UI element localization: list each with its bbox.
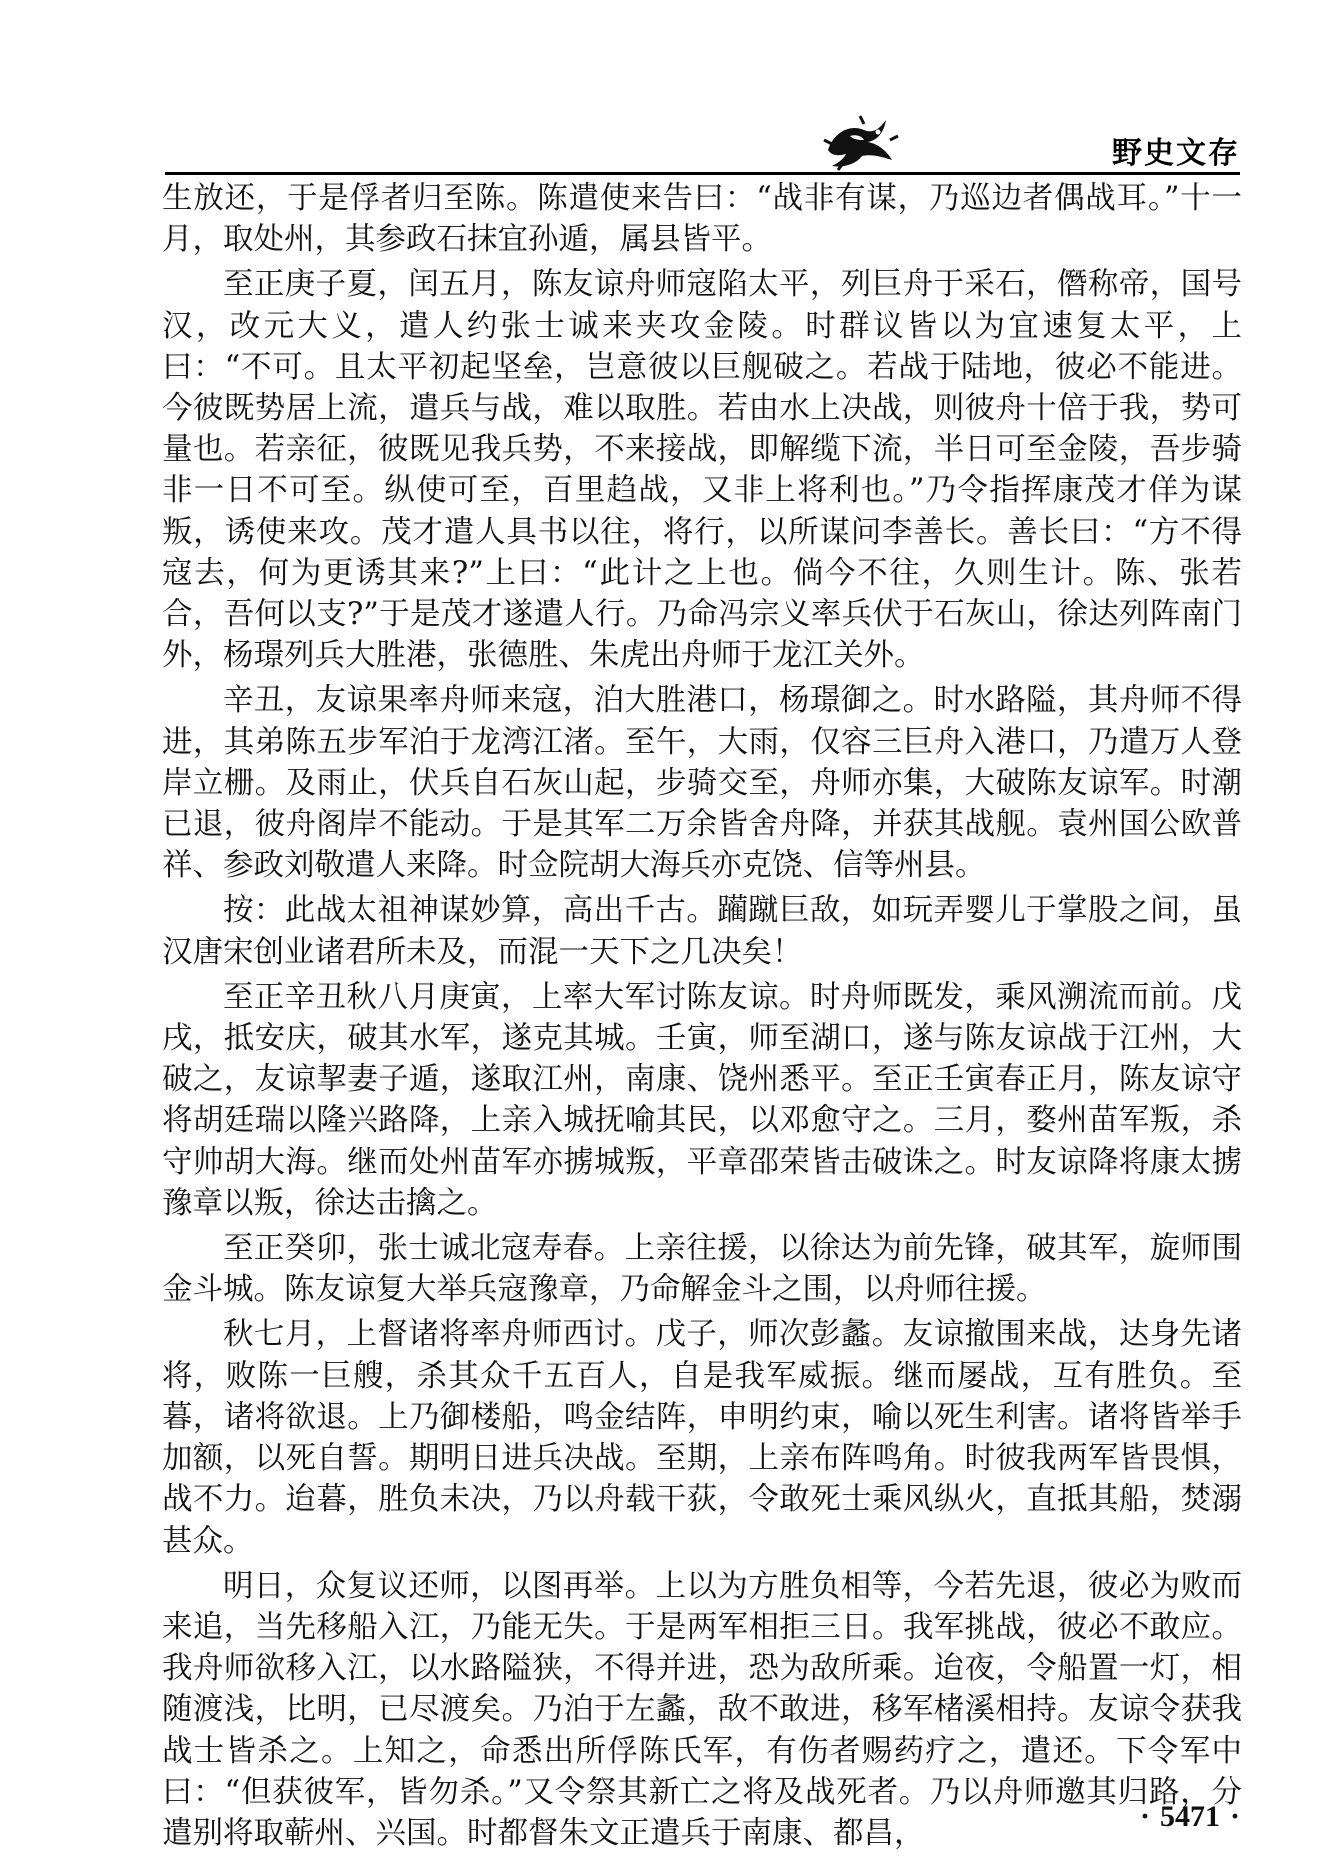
page-number — [1130, 1800, 1250, 1834]
dragon-emblem-icon — [820, 110, 900, 172]
body-text — [162, 178, 1242, 1858]
paragraph: 秋七月，上督诸将率舟师西讨。戊子，师次彭蠡。友谅撤围来战，达身先诸将，败陈一巨艘，杀其众千五百人，自是我军威振。继而屡战，互有胜负。至暮，诸将欲退。上乃御楼船，鸣金结阵，申明约束，喻以死生利害。诸将皆举手加额，以死自誓。期明日进兵决战。至期，上亲布阵鸣角。时彼我两军皆畏惧，战不力。迨暮，胜负未决，乃以舟载干荻，令敢死士乘风纵火，直抵其船，焚溺甚众。 — [162, 1317, 1242, 1559]
paragraph: 明日，众复议还师，以图再举。上以为方胜负相等，今若先退，彼必为败而来追，当先移船入江，乃能无失。于是两军相拒三日。我军挑战，彼必不敢应。我舟师欲移入江，以水路隘狭，不得并进，恐为敌所乘。迨夜，令船置一灯，相随渡浅，比明，已尽渡矣。乃泊于左蠡，敌不敢进，移军楮溪相持。友谅令获我战士皆杀之。上知之，命悉出所俘陈氏军，有伤者赐药疗之，遣还。下令军中曰：“但获彼军，皆勿杀。”又令祭其新亡之将及战死者。乃以舟师邀其归路，分遣别将取蕲州、兴国。时都督朱文正遣兵于南康、都昌， — [162, 1568, 1242, 1851]
paragraph: 辛丑，友谅果率舟师来寇，泊大胜港口，杨璟御之。时水路隘，其舟师不得进，其弟陈五步军泊于龙湾江渚。至午，大雨，仅容三巨舟入港口，乃遣万人登岸立栅。及雨止，伏兵自石灰山起，步骑交至，舟师亦集，大破陈友谅军。时潮已退，彼舟阁岸不能动。于是其军二万余皆舍舟降，并获其战舰。袁州国公欧普祥、参政刘敬遣人来降。时佥院胡大海兵亦克饶、信等州县。 — [162, 683, 1242, 884]
folio-dot-left: · — [1139, 1800, 1150, 1833]
paragraph: 按：此战太祖神谋妙算，高出千古。躏蹴巨敌，如玩弄婴儿于掌股之间，虽汉唐宋创业诸君所未及，而混一天下之几决矣！ — [162, 893, 1242, 970]
header-rule — [165, 172, 1240, 175]
paragraph: 至正癸卯，张士诚北寇寿春。上亲往援，以徐达为前先锋，破其军，旋师围金斗城。陈友谅复大举兵寇豫章，乃命解金斗之围，以舟师往援。 — [162, 1231, 1242, 1308]
paragraph: 至正辛丑秋八月庚寅，上率大军讨陈友谅。时舟师既发，乘风溯流而前。戊戌，抵安庆，破其水军，遂克其城。壬寅，师至湖口，遂与陈友谅战于江州，大破之，友谅挈妻子遁，遂取江州，南康、饶州悉平。至正壬寅春正月，陈友谅守将胡廷瑞以隆兴路降，上亲入城抚喻其民，以邓愈守之。三月，婺州苗军叛，杀守帅胡大海。继而处州苗军亦掳城叛，平章邵荣皆击破诛之。时友谅降将康太掳豫章以叛，徐达击擒之。 — [162, 979, 1242, 1221]
folio-dot-right: · — [1229, 1800, 1240, 1833]
page-number-value: 5471 — [1159, 1800, 1220, 1833]
paragraph: 生放还，于是俘者归至陈。陈遣使来告曰：“战非有谋，乃巡边者偶战耳。”十一月，取处州，其参政石抹宜孙遁，属县皆平。 — [162, 181, 1242, 258]
series-title: 野史文存 — [1112, 136, 1240, 171]
paragraph: 至正庚子夏，闰五月，陈友谅舟师寇陷太平，列巨舟于采石，僭称帝，国号汉，改元大义，遣人约张士诚来夹攻金陵。时群议皆以为宜速复太平，上曰：“不可。且太平初起坚垒，岂意彼以巨舰破之。若战于陆地，彼必不能进。今彼既势居上流，遣兵与战，难以取胜。若由水上决战，则彼舟十倍于我，势可量也。若亲征，彼既见我兵势，不来接战，即解缆下流，半日可至金陵，吾步骑非一日不可至。纵使可至，百里趋战，又非上将利也。”乃令指挥康茂才佯为谋叛，诱使来攻。茂才遣人具书以往，将行，以所谋问李善长。善长曰：“方不得寇去，何为更诱其来?”上曰：“此计之上也。倘今不往，久则生计。陈、张若合，吾何以支?”于是茂才遂遣人行。乃命冯宗义率兵伏于石灰山，徐达列阵南门外，杨璟列兵大胜港，张德胜、朱虎出舟师于龙江关外。 — [162, 267, 1242, 674]
running-header — [820, 110, 1240, 170]
